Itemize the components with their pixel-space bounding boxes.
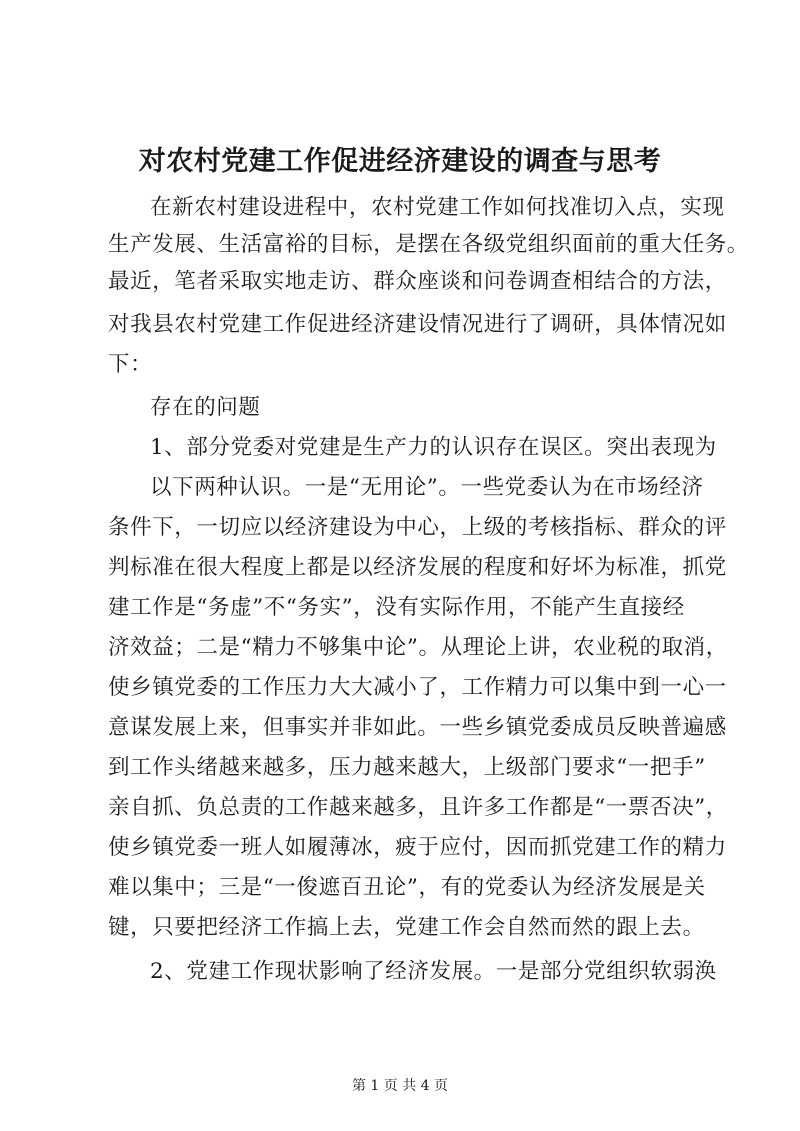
paragraph-line: 建工作是“务虚”不“务实”，没有实际作用，不能产生直接经: [108, 595, 685, 620]
paragraph-line: 意谋发展上来，但事实并非如此。一些乡镇党委成员反映普遍感: [108, 715, 727, 740]
section-heading: 存在的问题: [150, 395, 261, 420]
paragraph-line: 在新农村建设进程中，农村党建工作如何找准切入点，实现: [150, 195, 725, 220]
page-footer: 第 1 页 共 4 页: [351, 1078, 449, 1094]
paragraph-line: 到工作头绪越来越多，压力越来越大，上级部门要求“一把手”: [108, 755, 706, 780]
paragraph-line: 条件下，一切应以经济建设为中心，上级的考核指标、群众的评: [108, 515, 727, 540]
document-title: 对农村党建工作促进经济建设的调查与思考: [138, 146, 662, 177]
paragraph-line: 使乡镇党委一班人如履薄冰，疲于应付，因而抓党建工作的精力: [108, 835, 727, 860]
paragraph-line: 判标准在很大程度上都是以经济发展的程度和好坏为标准，抓党: [108, 555, 727, 580]
paragraph-line: 使乡镇党委的工作压力大大减小了，工作精力可以集中到一心一: [108, 675, 727, 700]
paragraph-line: 键，只要把经济工作搞上去，党建工作会自然而然的跟上去。: [108, 915, 705, 940]
paragraph-line: 济效益；二是“精力不够集中论”。从理论上讲，农业税的取消，: [108, 635, 728, 660]
paragraph-line: 2、党建工作现状影响了经济发展。一是部分党组织软弱涣: [150, 959, 717, 984]
paragraph-line: 对我县农村党建工作促进经济建设情况进行了调研，具体情况如: [108, 312, 727, 337]
paragraph-line: 亲自抓、负总责的工作越来越多，且许多工作都是“一票否决”，: [108, 795, 728, 820]
paragraph-line: 1、部分党委对党建是生产力的认识存在误区。突出表现为: [150, 435, 717, 460]
paragraph-line: 以下两种认识。一是“无用论”。一些党委认为在市场经济: [150, 475, 704, 500]
paragraph-line: 生产发展、生活富裕的目标，是摆在各级党组织面前的重大任务。: [108, 232, 749, 257]
paragraph-line: 最近，笔者采取实地走访、群众座谈和问卷调查相结合的方法，: [108, 269, 727, 294]
paragraph-line: 下：: [108, 352, 153, 377]
paragraph-line: 难以集中；三是“一俊遮百丑论”，有的党委认为经济发展是关: [108, 875, 706, 900]
